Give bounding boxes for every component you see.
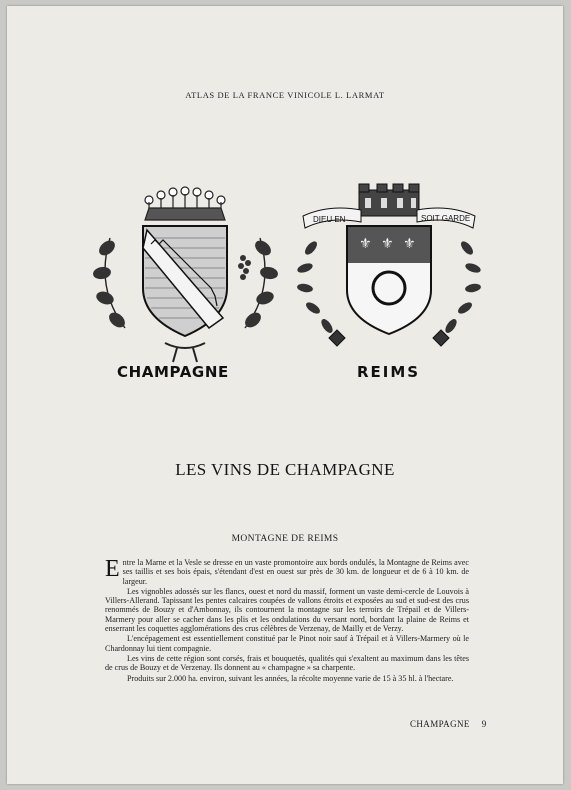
drop-cap: E — [105, 556, 120, 582]
page-title: LES VINS DE CHAMPAGNE — [175, 460, 395, 479]
section-title: MONTAGNE DE REIMS — [231, 534, 339, 544]
footer-section: CHAMPAGNE — [410, 719, 470, 729]
page-footer — [410, 719, 487, 729]
paragraph-5: Produits sur 2.000 ha. environ, suivant les années, la récolte moyenne varie de 15 à 35 hl. à l'hectare. — [127, 673, 454, 683]
paragraph-3: L'encépagement est essentiellement constitué par le Pinot noir sauf à Trépail et à Villers-Marmery où le Chardonnay lui tient compagnie. — [105, 634, 469, 653]
motto-right: SOIT GARDE — [421, 214, 471, 223]
paragraph-2: Les vignobles adossés sur les flancs, ouest et nord du massif, forment un vaste demi-cercle de Louvois à Villers-Allerand. Tapissant les pentes calcaires coupées de vallons étroits et exposées au sud et sud-est des crus renommés de Bouzy et d'Ambonnay, ils contournent la montagne sur les terroirs de Trépail et de Villers-Marmery pour aller se cacher dans les plis et les ondulations du versant nord, bordant la plaine de Reims et enserrant les coquettes agglomérations des crus célèbres de Verzenay, de Mailly et de Verzy. — [105, 586, 469, 634]
article-body — [105, 558, 469, 684]
motto-left: DIEU EN — [313, 215, 346, 224]
page — [7, 6, 563, 784]
page-number: 9 — [481, 719, 487, 729]
paragraph-4: Les vins de cette région sont corsés, frais et bouquetés, qualités qui s'exaltent au maximum dans les têtes de crus de Bouzy et de Verzenay. Ils donnent au « champagne » sa charpente. — [105, 653, 469, 673]
champagne-coat-of-arms-icon — [85, 178, 285, 368]
reims-coat-of-arms-icon — [289, 178, 489, 368]
svg-text:⚜: ⚜ — [359, 236, 372, 252]
running-header: ATLAS DE LA FRANCE VINICOLE L. LARMAT — [185, 90, 385, 100]
paragraph-1: Entre la Marne et la Vesle se dresse en un vaste promontoire aux bords ondulés, la Montagne de Reims avec ses taillis et ses bois épais, s'étendant d'est en ouest sur près de 30 km. de longueur et de 6 à 10 km. de largeur. — [105, 556, 469, 586]
svg-text:⚜: ⚜ — [403, 236, 416, 252]
svg-text:⚜: ⚜ — [381, 236, 394, 252]
reims-label: REIMS — [357, 363, 421, 381]
champagne-label: CHAMPAGNE — [117, 363, 229, 381]
